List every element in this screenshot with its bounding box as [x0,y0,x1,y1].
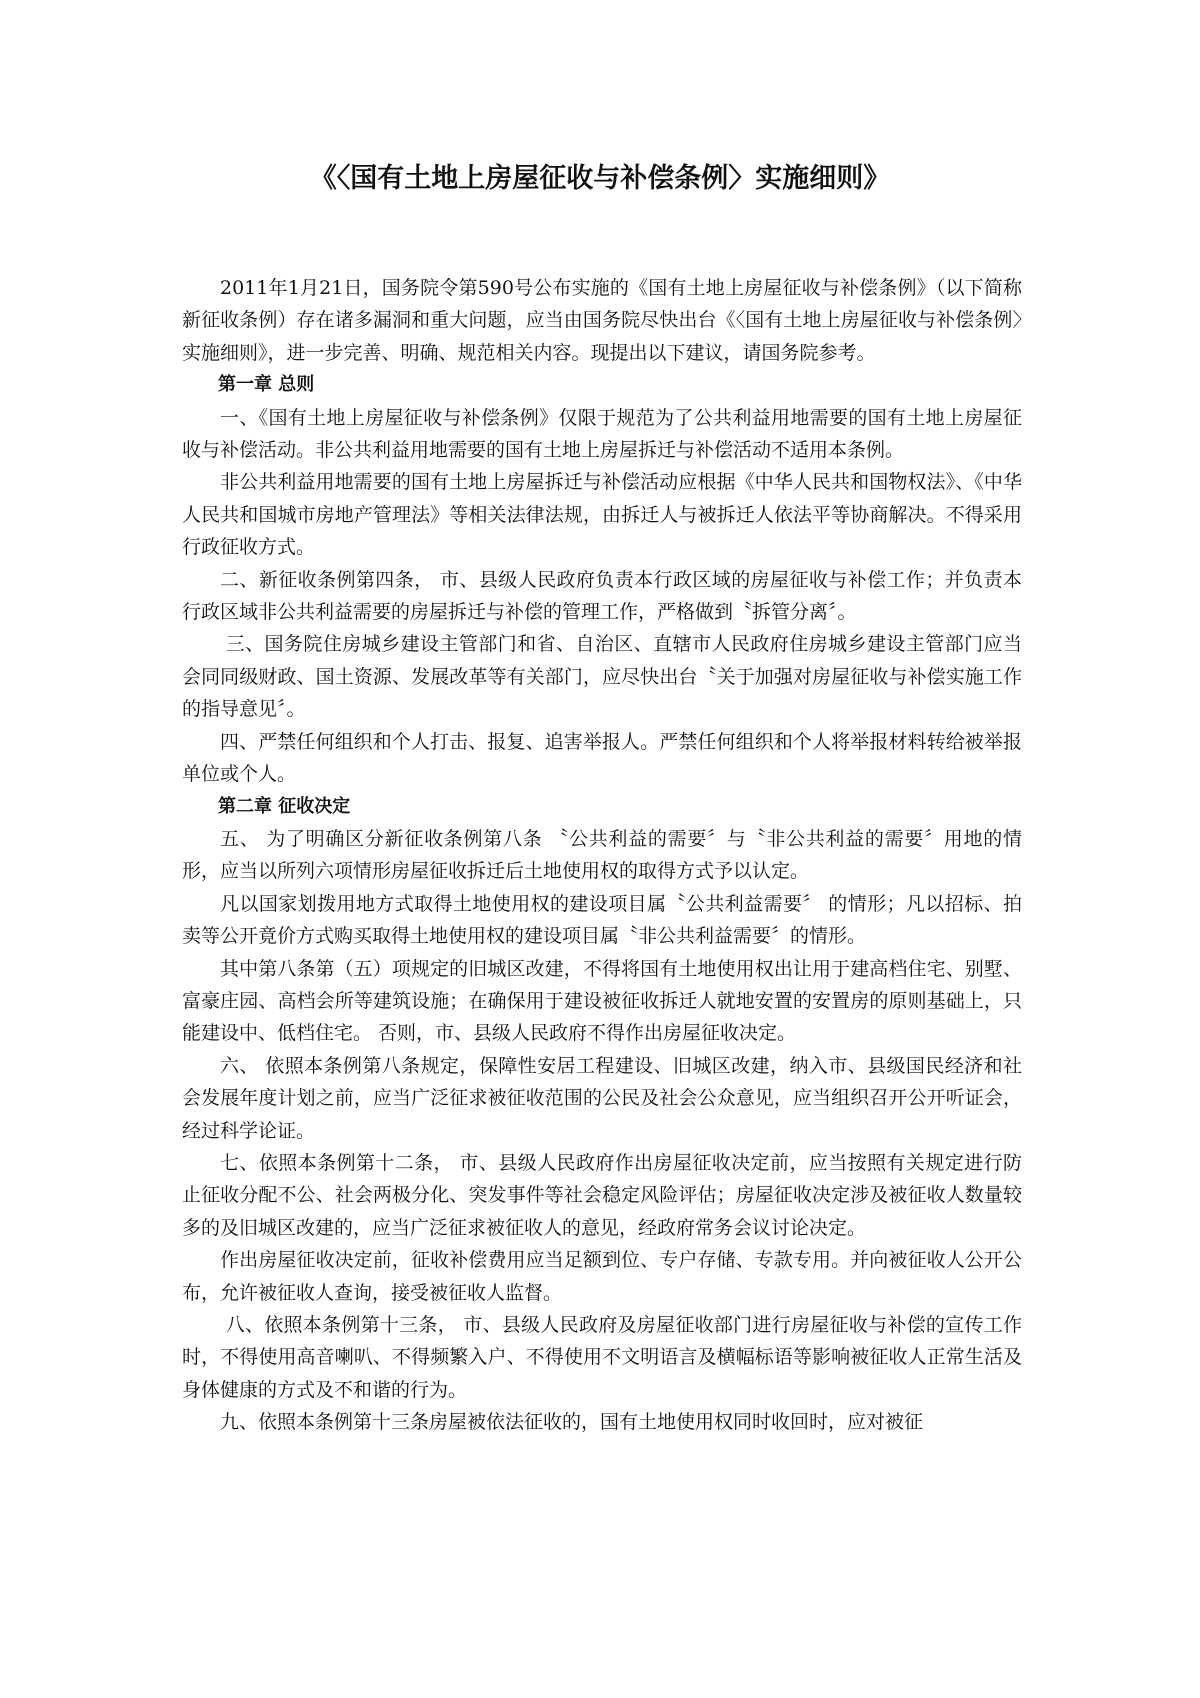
body-paragraph: 一、《国有土地上房屋征收与补偿条例》仅限于规范为了公共利益用地需要的国有土地上房屋征收与补偿活动。非公共利益用地需要的国有土地上房屋拆迁与补偿活动不适用本条例。 [182,406,1022,462]
body-paragraph: 其中第八条第（五）项规定的旧城区改建，不得将国有土地使用权出让用于建高档住宅、别墅、富豪庄园、高档会所等建筑设施；在确保用于建设被征收拆迁人就地安置的安置房的原则基础上，只能建设中、低档住宅。 否则，市、县级人民政府不得作出房屋征收决定。 [182,957,1022,1045]
body-paragraph: 六、 依照本条例第八条规定，保障性安居工程建设、旧城区改建，纳入市、县级国民经济和社会发展年度计划之前，应当广泛征求被征收范围的公民及社会公众意见，应当组织召开公开听证会，经过科学论证。 [182,1054,1022,1142]
body-paragraph: 凡以国家划拨用地方式取得土地使用权的建设项目属〝公共利益需要〞 的情形；凡以招标、拍卖等公开竟价方式购买取得土地使用权的建设项目属〝非公共利益需要〞的情形。 [182,892,1022,948]
body-paragraph: 作出房屋征收决定前，征收补偿费用应当足额到位、专户存储、专款专用。并向被征收人公开公布，允许被征收人查询，接受被征收人监督。 [182,1249,1022,1304]
chapter-heading: 第一章 总则 [218,374,315,396]
body-paragraph: 七、依照本条例第十二条， 市、县级人民政府作出房屋征收决定前，应当按照有关规定进行防止征收分配不公、社会两极分化、突发事件等社会稳定风险评估；房屋征收决定涉及被征收人数量较多的及旧城区改建的，应当广泛征求被征收人的意见，经政府常务会议讨论决定。 [182,1151,1022,1239]
body-paragraph: 九、依照本条例第十三条房屋被依法征收的，国有土地使用权同时收回时，应对被征 [220,1411,924,1434]
body-paragraph: 四、严禁任何组织和个人打击、报复、追害举报人。严禁任何组织和个人将举报材料转给被举报单位或个人。 [182,730,1022,786]
body-paragraph: 三、国务院住房城乡建设主管部门和省、自治区、直辖市人民政府住房城乡建设主管部门应当会同同级财政、国土资源、发展改革等有关部门，应尽快出台〝关于加强对房屋征收与补偿实施工作的指导意见〞。 [182,633,1022,721]
body-paragraph: 二、新征收条例第四条， 市、县级人民政府负责本行政区域的房屋征收与补偿工作；并负责本行政区域非公共利益需要的房屋拆迁与补偿的管理工作，严格做到〝拆管分离〞。 [182,568,1022,624]
body-paragraph: 非公共利益用地需要的国有土地上房屋拆迁与补偿活动应根据《中华人民共和国物权法》、《中华人民共和国城市房地产管理法》等相关法律法规，由拆迁人与被拆迁人依法平等协商解决。不得采用行政征收方式。 [182,471,1022,559]
document-body [182,272,1022,1439]
body-paragraph: 2011年1月21日，国务院令第590号公布实施的《国有土地上房屋征收与补偿条例》（以下简称新征收条例）存在诸多漏洞和重大问题，应当由国务院尽快出台《〈国有土地上房屋征收与补偿条例〉实施细则》，进一步完善、明确、规范相关内容。现提出以下建议，请国务院参考。 [182,277,1022,364]
body-paragraph: 八、依照本条例第十三条， 市、县级人民政府及房屋征收部门进行房屋征收与补偿的宣传工作时，不得使用高音喇叭、不得频繁入户、不得使用不文明语言及横幅标语等影响被征收人正常生活及身体健康的方式及不和谐的行为。 [182,1314,1022,1401]
body-paragraph: 五、 为了明确区分新征收条例第八条 〝公共利益的需要〞与〝非公共利益的需要〞用地的情形，应当以所列六项情形房屋征收拆迁后土地使用权的取得方式予以认定。 [182,827,1022,883]
document-title: 《〈国有土地上房屋征收与补偿条例〉实施细则》 [309,163,891,194]
chapter-heading: 第二章 征收决定 [218,795,351,817]
